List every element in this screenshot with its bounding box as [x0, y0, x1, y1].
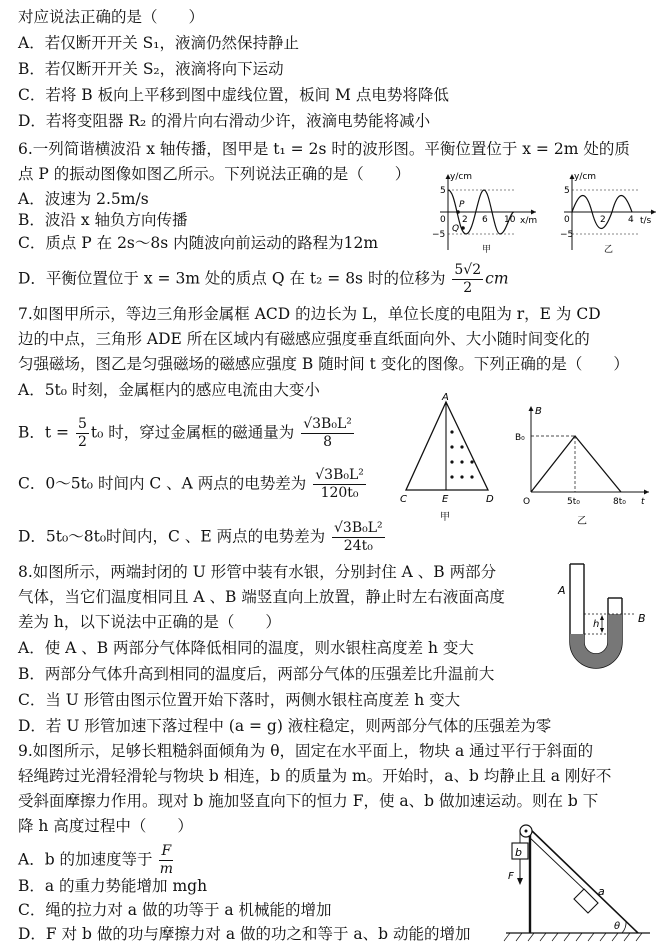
q7-yi-t8: 8t₀: [613, 497, 626, 507]
q7-triangle-figure-jia: [396, 392, 506, 524]
q6-option-a: A．波速为 2.5m/s: [18, 190, 149, 208]
q9-stem-line2: 轻绳跨过光滑轻滑轮与物块 b 相连，b 的质量为 m。开始时，a、b 均静止且 a 刚好不: [18, 767, 612, 785]
q8-stem-line1: 8.如图所示，两端封闭的 U 形管中装有水银，分别封住 A 、B 两部分: [18, 563, 497, 581]
q7-yi-caption: 乙: [577, 516, 587, 527]
q9-a-num: F: [161, 843, 172, 859]
q8-u-tube-figure: [556, 560, 656, 680]
q6-jia-origin: 0: [440, 215, 446, 225]
q6-yi-caption: 乙: [604, 245, 614, 255]
q6-d-num: 5√2: [454, 262, 482, 278]
q6-jia-label-q: Q: [452, 224, 460, 234]
q6-jia-xlabel: x/m: [520, 216, 538, 226]
q7-stem-line1: 7.如图甲所示，等边三角形金属框 ACD 的边长为 L，单位长度的电阻为 r，E 为 CD: [18, 305, 601, 323]
q7-b-flux-fraction: [301, 416, 354, 451]
option-c: C．若将 B 板向上平移到图中虚线位置，板间 M 点电势将降低: [18, 86, 449, 104]
q6-yi-tick-4: 4: [628, 215, 634, 225]
q7-jia-caption: 甲: [440, 512, 450, 523]
q8-option-d: D．若 U 形管加速下落过程中 (a = g) 液柱稳定，则两部分气体的压强差为零: [18, 717, 552, 735]
q7-c-fraction: [313, 467, 366, 502]
option-d: D．若将变阻器 R₂ 的滑片向右滑动少许，液滴电势能将减小: [18, 112, 431, 130]
q9-stem-line1: 9.如图所示，足够长粗糙斜面倾角为 θ，固定在水平面上，物块 a 通过平行于斜面的: [18, 742, 594, 760]
q6-jia-tick-6: 6: [482, 215, 488, 225]
q6-jia-ylabel: y/cm: [450, 172, 473, 182]
q9-stem-line4: 降 h 高度过程中（ ）: [18, 817, 193, 835]
q6-yi-yneg: −5: [560, 230, 574, 240]
q7-jia-label-e: E: [442, 494, 449, 505]
q6-option-d-fraction: [452, 262, 483, 297]
q6-stem-line2: 点 P 的振动图像如图乙所示。下列说法正确的是（ ）: [18, 165, 411, 183]
q9-option-a: [18, 843, 175, 878]
question-stem-tail: 对应说法正确的是（ ）: [18, 8, 205, 26]
q7-jia-label-c: C: [400, 494, 407, 505]
q6-jia-tick-10: 10: [504, 215, 516, 225]
q6-option-d: [18, 262, 509, 297]
q8-stem-line2: 气体，当它们温度相同且 A 、B 端竖直向上放置，静止时左右液面高度: [18, 588, 505, 606]
q7-d-den: 24t₀: [343, 538, 373, 554]
q8-option-a: A．使 A 、B 两部分气体降低相同的温度，则水银柱高度差 h 变大: [18, 639, 474, 657]
q7-c-den: 120t₀: [320, 485, 359, 501]
q6-jia-yneg: −5: [432, 230, 446, 240]
q6-yi-xlabel: t/s: [640, 216, 652, 226]
q6-option-b: B．波沿 x 轴负方向传播: [18, 211, 188, 229]
q9-incline-pulley-figure: [500, 815, 660, 945]
q9-option-b: B．a 的重力势能增加 mgh: [18, 877, 208, 895]
option-b: B．若仅断开开关 S₂，液滴将向下运动: [18, 60, 284, 78]
q8-fig-label-a: A: [558, 584, 566, 597]
q7-c-num: √3B₀L²: [315, 467, 364, 483]
q6-d-unit: cm: [485, 269, 509, 288]
q7-yi-axis-b: B: [535, 406, 542, 417]
option-a: A．若仅断开开关 S₁，液滴仍然保持静止: [18, 34, 299, 52]
q6-option-c: C．质点 P 在 2s～8s 内随波向前运动的路程为12m: [18, 234, 379, 252]
q6-wave-figure-jia: [428, 170, 540, 256]
q7-b-num: √3B₀L²: [303, 416, 352, 432]
q8-option-c: C．当 U 形管由图示位置开始下落时，两侧水银柱高度差 h 变大: [18, 691, 461, 709]
q8-option-b: B．两部分气体升高到相同的温度后，两部分气体的压强差比升温前大: [18, 665, 495, 683]
q9-label-f: F: [508, 871, 514, 882]
q7-yi-axis-t: t: [641, 497, 645, 507]
q7-yi-t5: 5t₀: [567, 497, 580, 507]
q7-option-b: [18, 416, 356, 451]
q7-yi-b0: B₀: [515, 433, 525, 443]
q9-a-fraction: [159, 843, 173, 878]
q7-d-fraction: [332, 520, 385, 555]
q9-stem-line3: 受斜面摩擦力作用。现对 b 施加竖直向下的恒力 F，使 a、b 做加速运动。则在 b 下: [18, 792, 599, 810]
q7-jia-label-a: A: [442, 392, 449, 403]
q8-stem-line3: 差为 h，以下说法中正确的是（ ）: [18, 613, 281, 631]
q7-b-time-den: 2: [77, 434, 87, 450]
q7-option-c: [18, 467, 368, 502]
q7-b-pre: B．t =: [18, 423, 70, 442]
q7-stem-line2: 边的中点，三角形 ADE 所在区域内有磁感应强度垂直纸面向外、大小随时间变化的: [18, 330, 590, 348]
q6-yi-tick-2: 2: [600, 215, 606, 225]
q7-jia-label-d: D: [486, 494, 494, 505]
q9-option-c: C．绳的拉力对 a 做的功等于 a 机械能的增加: [18, 901, 332, 919]
q9-label-b: b: [515, 846, 522, 859]
q7-d-num: √3B₀L²: [334, 520, 383, 536]
q7-yi-origin: O: [523, 497, 531, 507]
q6-jia-tick-2: 2: [462, 215, 468, 225]
q7-stem-line3: 匀强磁场，图乙是匀强磁场的磁感应强度 B 随时间 t 变化的图像。下列正确的是（ ）: [18, 355, 629, 373]
q7-b-time-fraction: [76, 416, 89, 451]
q9-a-pre: A．b 的加速度等于: [18, 850, 153, 869]
q7-magnetic-field-dots: [450, 430, 473, 478]
q7-b-mid: t₀ 时，穿过金属框的磁通量为: [90, 423, 295, 442]
q8-fig-label-b: B: [638, 612, 646, 625]
q6-yi-origin: 0: [564, 215, 570, 225]
q7-b-den: 8: [323, 434, 332, 450]
q7-option-a: A．5t₀ 时刻，金属框内的感应电流由大变小: [18, 381, 320, 399]
q6-yi-ypos: 5: [564, 186, 570, 196]
q6-yi-ylabel: y/cm: [574, 172, 597, 182]
q6-stem-line1: 6.一列简谐横波沿 x 轴传播，图甲是 t₁ = 2s 时的波形图。平衡位置位于 x = 2m 处的质: [18, 140, 630, 158]
q9-a-den: m: [159, 861, 173, 877]
q7-b-time-num: 5: [77, 416, 87, 432]
q7-d-pre: D．5t₀～8t₀时间内，C 、E 两点的电势差为: [18, 527, 326, 546]
q6-jia-caption: 甲: [482, 245, 492, 255]
q6-option-d-text: D．平衡位置位于 x = 3m 处的质点 Q 在 t₂ = 8s 时的位移为: [18, 269, 446, 288]
q7-c-pre: C．0～5t₀ 时间内 C 、A 两点的电势差为: [18, 474, 307, 493]
q6-d-den: 2: [463, 280, 473, 296]
q6-point-q: [461, 226, 465, 230]
q6-jia-label-p: P: [459, 200, 465, 210]
q9-block-a: [574, 889, 598, 913]
q7-option-d: [18, 520, 387, 555]
q8-fig-label-h: h: [593, 619, 600, 630]
q9-option-d: D．F 对 b 做的功与摩擦力对 a 做的功之和等于 a、b 动能的增加: [18, 925, 471, 943]
q6-point-p: [456, 210, 460, 214]
q9-label-a: a: [598, 885, 605, 898]
q6-vibration-figure-yi: [560, 170, 660, 256]
q7-bt-graph-yi: [515, 400, 655, 528]
q9-force-arrow-icon: [517, 878, 523, 885]
q9-label-theta: θ: [614, 921, 621, 932]
q6-jia-ypos: 5: [440, 186, 446, 196]
